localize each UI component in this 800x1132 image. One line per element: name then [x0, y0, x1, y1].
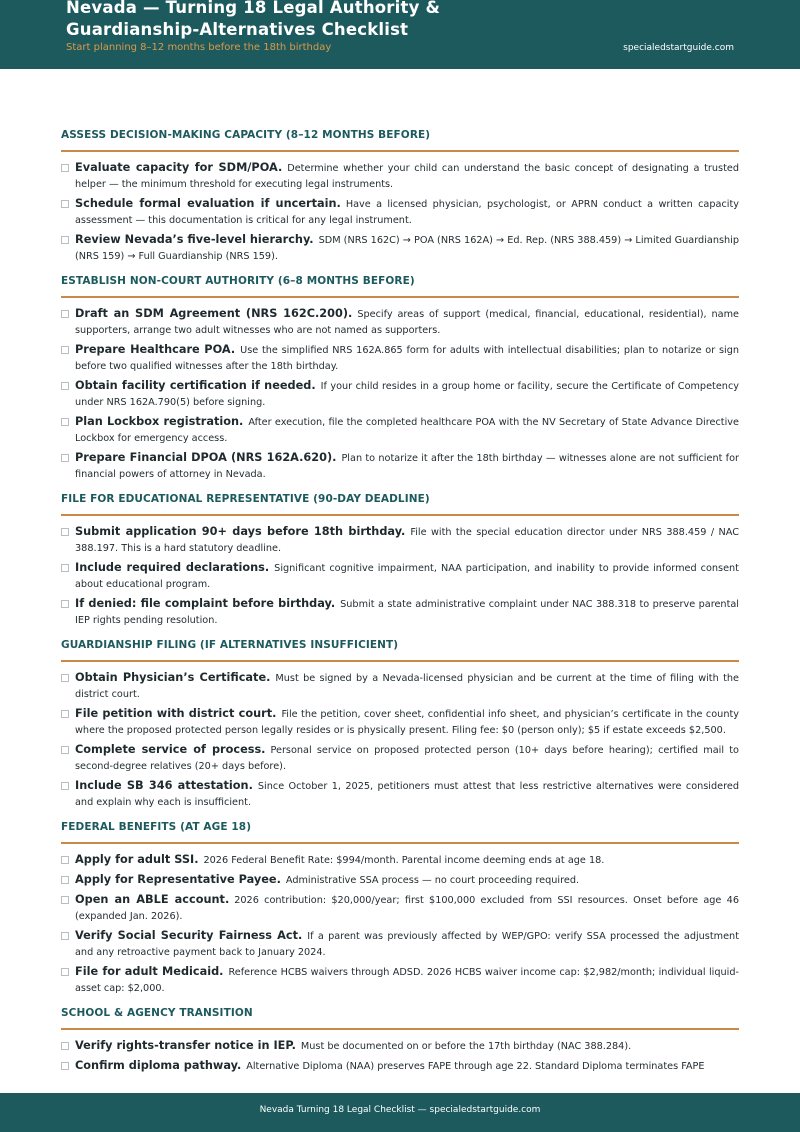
checkbox-icon[interactable] — [61, 1062, 69, 1070]
item-description: Have a licensed physician, psychologist, or APRN conduct a written capacity assessment — this documentation is critical for any legal instrument. — [75, 199, 739, 226]
checkbox-icon[interactable] — [61, 600, 69, 608]
item-title: Submit application 90+ days before 18th birthday. — [75, 525, 406, 538]
checklist-item — [61, 450, 739, 483]
item-title: Apply for adult SSI. — [75, 853, 199, 866]
page-header — [0, 0, 800, 69]
item-title: Plan Lockbox registration. — [75, 415, 244, 428]
checkbox-icon[interactable] — [61, 454, 69, 462]
checklist-item — [61, 706, 739, 739]
item-title: Include required declarations. — [75, 561, 270, 574]
item-title: Review Nevada’s five-level hierarchy. — [75, 233, 314, 246]
section-heading: ESTABLISH NON-COURT AUTHORITY (6–8 MONTHS BEFORE) — [61, 273, 739, 298]
checklist-item — [61, 196, 739, 229]
item-description: After execution, file the completed healthcare POA with the NV Secretary of State Advance Directive Lockbox for emergency access. — [75, 417, 739, 444]
item-description: Plan to notarize it after the 18th birthday — witnesses alone are not sufficient for financial powers of attorney in Nevada. — [75, 453, 740, 480]
checklist-item — [61, 964, 739, 997]
item-description: SDM (NRS 162C) → POA (NRS 162A) → Ed. Rep. (NRS 388.459) → Limited Guardianship (NRS 159) → Full Guardianship (NRS 159). — [75, 235, 739, 262]
checkbox-icon[interactable] — [61, 782, 69, 790]
item-description: If your child resides in a group home or facility, secure the Certificate of Competency under NRS 162A.790(5) before signing. — [75, 381, 740, 408]
checklist-item — [61, 342, 739, 375]
item-title: Complete service of process. — [75, 743, 266, 756]
checkbox-icon[interactable] — [61, 674, 69, 682]
item-title: Obtain facility certification if needed. — [75, 379, 316, 392]
checkbox-icon[interactable] — [61, 932, 69, 940]
checklist-section — [61, 819, 739, 997]
checkbox-icon[interactable] — [61, 710, 69, 718]
item-description: Personal service on proposed protected person (10+ days before hearing); certified mail to second-degree relatives (20+ days before). — [75, 745, 739, 772]
checkbox-icon[interactable] — [61, 876, 69, 884]
page-footer: Nevada Turning 18 Legal Checklist — specialedstartguide.com — [0, 1093, 800, 1132]
item-description: Must be documented on or before the 17th birthday (NAC 388.284). — [300, 1041, 632, 1052]
item-description: Determine whether your child can understand the basic concept of designating a trusted helper — the minimum threshold for executing legal instruments. — [75, 163, 739, 190]
item-title: Confirm diploma pathway. — [75, 1059, 242, 1072]
section-heading: GUARDIANSHIP FILING (IF ALTERNATIVES INSUFFICIENT) — [61, 637, 739, 662]
item-title: Evaluate capacity for SDM/POA. — [75, 161, 283, 174]
item-description: Significant cognitive impairment, NAA participation, and inability to provide informed consent about educational program. — [75, 563, 739, 590]
section-heading: ASSESS DECISION-MAKING CAPACITY (8–12 MONTHS BEFORE) — [61, 127, 739, 152]
checkbox-icon[interactable] — [61, 164, 69, 172]
page-title: Nevada — Turning 18 Legal Authority & Guardianship-Alternatives Checklist — [66, 0, 441, 39]
checklist-item — [61, 306, 739, 339]
item-title: Prepare Healthcare POA. — [75, 343, 236, 356]
checklist-item — [61, 524, 739, 557]
item-title: Prepare Financial DPOA (NRS 162A.620). — [75, 451, 337, 464]
item-title: Obtain Physician’s Certificate. — [75, 671, 271, 684]
item-title: Apply for Representative Payee. — [75, 873, 281, 886]
checkbox-icon[interactable] — [61, 1042, 69, 1050]
checkbox-icon[interactable] — [61, 564, 69, 572]
item-description: Since October 1, 2025, petitioners must attest that less restrictive alternatives were considered and explain why each is insufficient. — [75, 781, 739, 808]
item-description: Administrative SSA process — no court proceeding required. — [285, 875, 580, 886]
item-description: Alternative Diploma (NAA) preserves FAPE through age 22. Standard Diploma terminates FAPE — [246, 1061, 705, 1072]
checklist-item — [61, 232, 739, 265]
checklist-item — [61, 378, 739, 411]
checklist-section — [61, 637, 739, 811]
checkbox-icon[interactable] — [61, 896, 69, 904]
item-description: 2026 contribution: $20,000/year; first $100,000 excluded from SSI resources. Onset before age 46 (expanded Jan. 2026). — [75, 895, 739, 922]
checkbox-icon[interactable] — [61, 856, 69, 864]
checklist-section — [61, 273, 739, 483]
checkbox-icon[interactable] — [61, 200, 69, 208]
item-title: File petition with district court. — [75, 707, 277, 720]
item-title: Include SB 346 attestation. — [75, 779, 253, 792]
section-heading: SCHOOL & AGENCY TRANSITION — [61, 1005, 739, 1030]
checkbox-icon[interactable] — [61, 346, 69, 354]
checklist-item — [61, 742, 739, 775]
checklist-item — [61, 160, 739, 193]
checklist-section — [61, 1005, 739, 1075]
item-description: Must be signed by a Nevada-licensed physician and be current at the time of filing with the district court. — [75, 673, 739, 700]
item-title: Open an ABLE account. — [75, 893, 230, 906]
item-description: 2026 Federal Benefit Rate: $994/month. Parental income deeming ends at age 18. — [203, 855, 605, 866]
checklist-item — [61, 852, 739, 869]
section-heading: FEDERAL BENEFITS (AT AGE 18) — [61, 819, 739, 844]
checklist-item — [61, 1038, 739, 1055]
item-title: Verify rights-transfer notice in IEP. — [75, 1039, 296, 1052]
item-description: If a parent was previously affected by WEP/GPO: verify SSA processed the adjustment and any retroactive payment back to January 2024. — [75, 931, 739, 958]
section-heading: FILE FOR EDUCATIONAL REPRESENTATIVE (90-DAY DEADLINE) — [61, 491, 739, 516]
checkbox-icon[interactable] — [61, 528, 69, 536]
checkbox-icon[interactable] — [61, 746, 69, 754]
checkbox-icon[interactable] — [61, 236, 69, 244]
item-description: File the petition, cover sheet, confidential info sheet, and physician’s certificate in the county where the proposed protected person legally resides or is physically present. Filing fee: $0 (person only); $5 if estate exceeds $2,500. — [75, 709, 739, 736]
checklist-section — [61, 491, 739, 629]
checklist-item — [61, 414, 739, 447]
checklist-content — [61, 127, 739, 1078]
checkbox-icon[interactable] — [61, 418, 69, 426]
item-description: Reference HCBS waivers through ADSD. 2026 HCBS waiver income cap: $2,982/month; individual liquid-asset cap: $2,000. — [75, 967, 739, 994]
item-title: Schedule formal evaluation if uncertain. — [75, 197, 341, 210]
page-subtitle: Start planning 8–12 months before the 18th birthday — [66, 42, 332, 53]
checklist-item — [61, 596, 739, 629]
checklist-item — [61, 892, 739, 925]
item-description: Submit a state administrative complaint under NAC 388.318 to preserve parental IEP rights pending resolution. — [75, 599, 739, 626]
item-description: File with the special education director under NRS 388.459 / NAC 388.197. This is a hard statutory deadline. — [75, 527, 739, 554]
checklist-item — [61, 872, 739, 889]
item-title: Draft an SDM Agreement (NRS 162C.200). — [75, 307, 353, 320]
checkbox-icon[interactable] — [61, 310, 69, 318]
item-title: File for adult Medicaid. — [75, 965, 224, 978]
checklist-item — [61, 1058, 739, 1075]
site-url: specialedstartguide.com — [623, 43, 734, 53]
checklist-item — [61, 928, 739, 961]
checklist-section — [61, 127, 739, 265]
item-description: Use the simplified NRS 162A.865 form for adults with intellectual disabilities; plan to notarize or sign before two qualified witnesses after the 18th birthday. — [75, 345, 739, 372]
checklist-item — [61, 560, 739, 593]
item-description: Specify areas of support (medical, financial, educational, residential), name supporters, arrange two adult witnesses who are not named as supporters. — [75, 309, 739, 336]
checkbox-icon[interactable] — [61, 968, 69, 976]
item-title: Verify Social Security Fairness Act. — [75, 929, 303, 942]
checkbox-icon[interactable] — [61, 382, 69, 390]
checklist-item — [61, 670, 739, 703]
item-title: If denied: file complaint before birthday. — [75, 597, 336, 610]
checklist-item — [61, 778, 739, 811]
